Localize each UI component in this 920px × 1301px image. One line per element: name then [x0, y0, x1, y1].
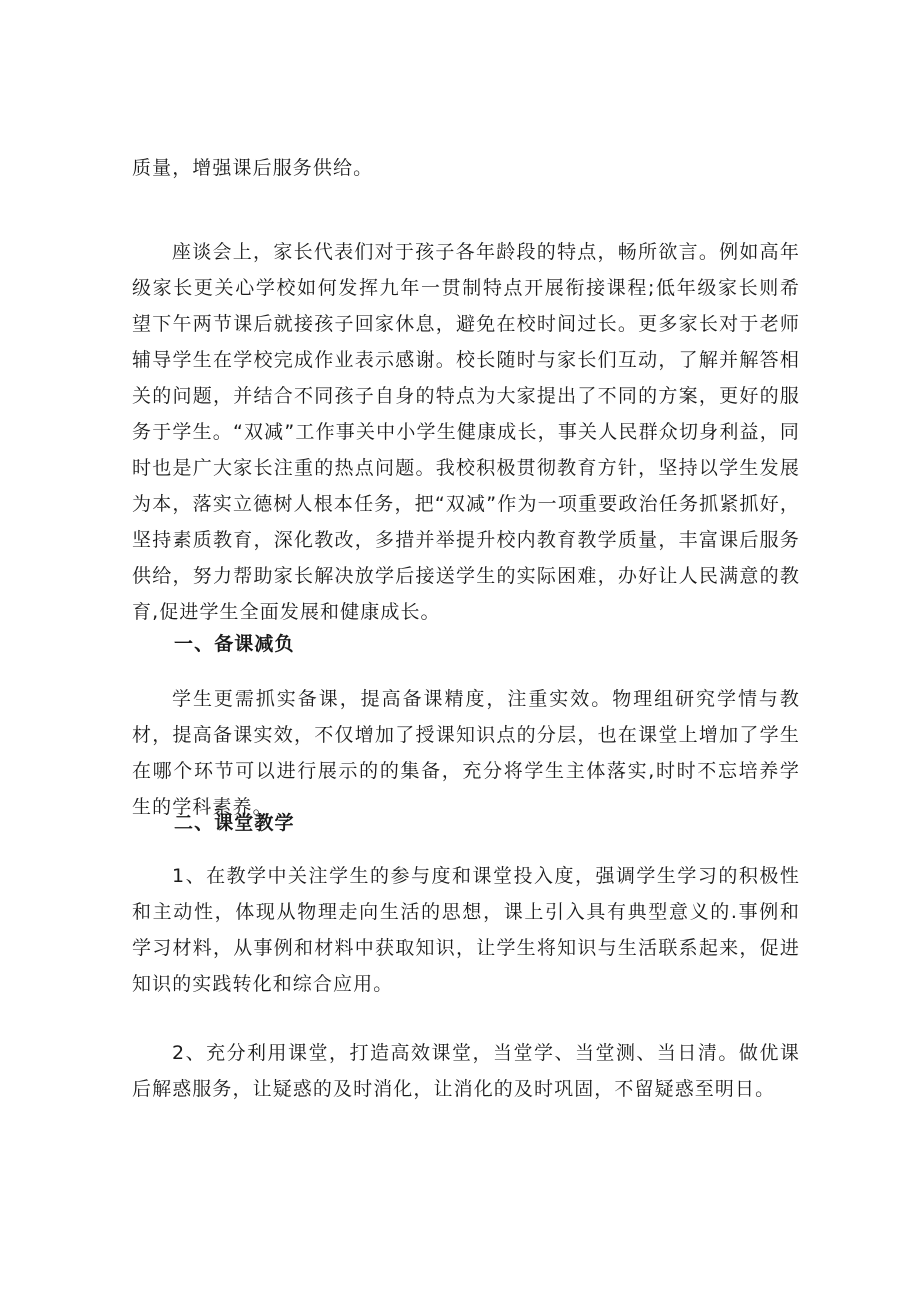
paragraph-item-1: 1、在教学中关注学生的参与度和课堂投入度，强调学生学习的积极性和主动性，体现从物理走向生活的思想，课上引入具有典型意义的.事例和学习材料，从事例和材料中获取知识，让学生将知识与生活联系起来，促进知识的实践转化和综合应用。	[132, 865, 800, 995]
paragraph-lesson-prep: 学生更需抓实备课，提高备课精度，注重实效。物理组研究学情与教材，提高备课实效，不仅增加了授课知识点的分层，也在课堂上增加了学生在哪个环节可以进行展示的的集备，充分将学生主体落实,时时不忘培养学生的学科素养。	[132, 688, 800, 818]
paragraph-parent-forum: 座谈会上，家长代表们对于孩子各年龄段的特点，畅所欲言。例如高年级家长更关心学校如何发挥九年一贯制特点开展衔接课程;低年级家长则希望下午两节课后就接孩子回家休息，避免在校时间过长。更多家长对于老师辅导学生在学校完成作业表示感谢。校长随时与家长们互动，了解并解答相关的问题，并结合不同孩子自身的特点为大家提出了不同的方案，更好的服务于学生。“双减”工作事关中小学生健康成长，事关人民群众切身利益，同时也是广大家长注重的热点问题。我校积极贯彻教育方针，坚持以学生发展为本，落实立德树人根本任务，把“双减”作为一项重要政治任务抓紧抓好，坚持素质教育，深化教改，多措并举提升校内教育教学质量，丰富课后服务供给，努力帮助家长解决放学后接送学生的实际困难，办好让人民满意的教育,促进学生全面发展和健康成长。	[132, 241, 800, 623]
section-heading-lesson-prep: 一、备课减负	[174, 633, 295, 655]
paragraph-item-2: 2、充分利用课堂，打造高效课堂，当堂学、当堂测、当日清。做优课后解惑服务，让疑惑的及时消化，让消化的及时巩固，不留疑惑至明日。	[132, 1042, 800, 1100]
paragraph-continuation: 质量，增强课后服务供给。	[132, 157, 374, 179]
section-heading-classroom-teaching: 二、课堂教学	[174, 812, 295, 834]
